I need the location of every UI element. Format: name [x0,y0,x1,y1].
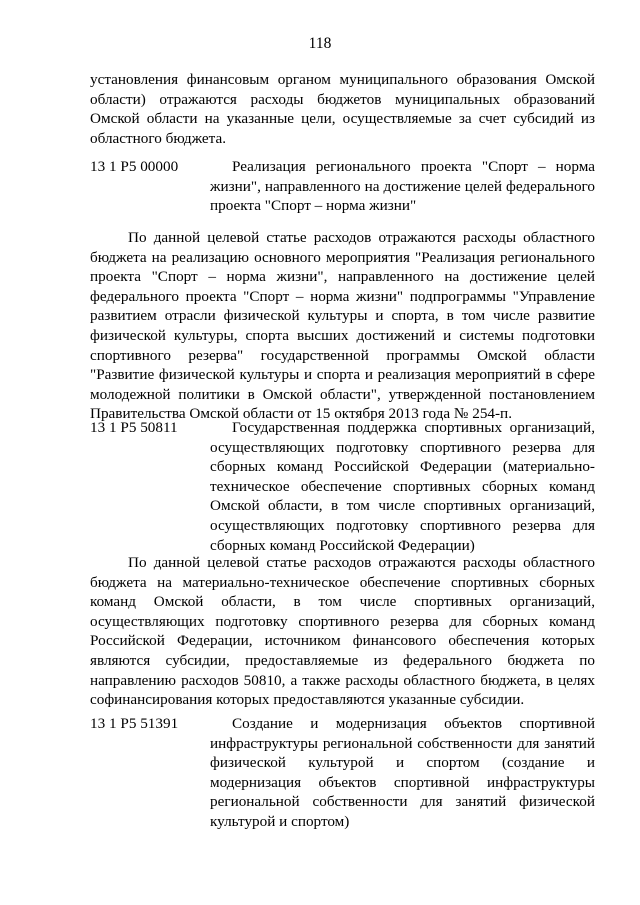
text-line: физической культурой и спортом (создание и [210,754,595,772]
text-line: Правительства Омской области от 15 октября 2013 года № 254-п. [90,405,512,423]
target-article-code: 13 1 Р5 51391 [90,715,179,732]
text-line: По данной целевой статье расходов отражаются расходы областного [128,229,595,246]
text-line: бюджета на реализацию основного мероприятия "Реализация регионального [90,248,595,266]
target-article-title [210,418,595,555]
text-line: направлению расходов 50810, а также расходы областного бюджета, в целях [90,671,595,689]
text-line: техническое обеспечение спортивных сборных команд [210,477,595,495]
text-line: молодежной политики в Омской области", утвержденной постановлением [90,385,595,403]
text-line: команд Омской области, в том числе спортивных организаций, [90,593,595,611]
text-line: осуществляющих подготовку спортивного резерва для сборных команд [90,612,595,630]
text-line: сборных команд Российской Федерации) [210,536,475,554]
text-line: проекта "Спорт – норма жизни", направленного на достижение целей [90,268,595,286]
text-line: спортивного резерва" государственной программы Омской области [90,346,595,364]
target-article-title [210,714,595,832]
description-paragraph [90,553,595,710]
text-line: культурой и спортом) [210,812,350,830]
text-line: бюджета на материально-техническое обеспечение спортивных сборных [90,573,595,591]
text-line: проекта "Спорт – норма жизни" [210,197,417,215]
text-line: осуществляющих подготовку спортивного резерва для [210,438,595,456]
text-line: физической культуры, спорта высших достижений и системы подготовки [90,326,595,344]
text-line: По данной целевой статье расходов отражаются расходы областного [128,554,595,571]
target-article-code: 13 1 Р5 50811 [90,419,178,436]
target-article-code: 13 1 Р5 00000 [90,158,179,175]
text-line: Создание и модернизация объектов спортивной [232,715,595,732]
target-article-title [210,157,595,216]
text-line: Реализация регионального проекта "Спорт – норма [232,158,595,175]
text-line: инфраструктуры региональной собственности для занятий [210,734,595,752]
text-line: осуществляющих подготовку спортивного резерва для [210,516,595,534]
text-line: жизни", направленного на достижение целей федерального [210,177,595,195]
continuation-paragraph [90,70,595,148]
text-line: Российской Федерации, источником финансового обеспечения которых [90,632,595,650]
text-line: модернизация объектов спортивной инфраструктуры [210,773,595,791]
text-line: сборных команд Российской Федерации (материально- [210,458,595,476]
text-line: развитием отрасли физической культуры и спорта, в том числе развитие [90,307,595,325]
text-line: "Развитие физической культуры и спорта и реализация мероприятий в сфере [90,366,595,384]
page-number: 118 [308,35,332,52]
text-line: Омской области на указанные цели, осуществляемые за счет субсидий из [90,110,595,128]
description-paragraph [90,228,595,424]
text-line: областного бюджета. [90,129,227,147]
text-line: установления финансовым органом муниципального образования Омской [90,71,595,88]
text-line: области) отражаются расходы бюджетов муниципальных образований [90,90,595,108]
text-line: федерального проекта "Спорт – норма жизни" подпрограммы "Управление [90,287,595,305]
text-line: являются субсидии, предоставляемые из федерального бюджета по [90,651,595,669]
text-line: софинансирования которых предоставляются указанные субсидии. [90,691,525,709]
text-line: Омской области, в том числе спортивных организаций, [210,497,595,515]
text-line: Государственная поддержка спортивных организаций, [232,419,595,436]
text-line: региональной собственности для занятий физической [210,793,595,811]
